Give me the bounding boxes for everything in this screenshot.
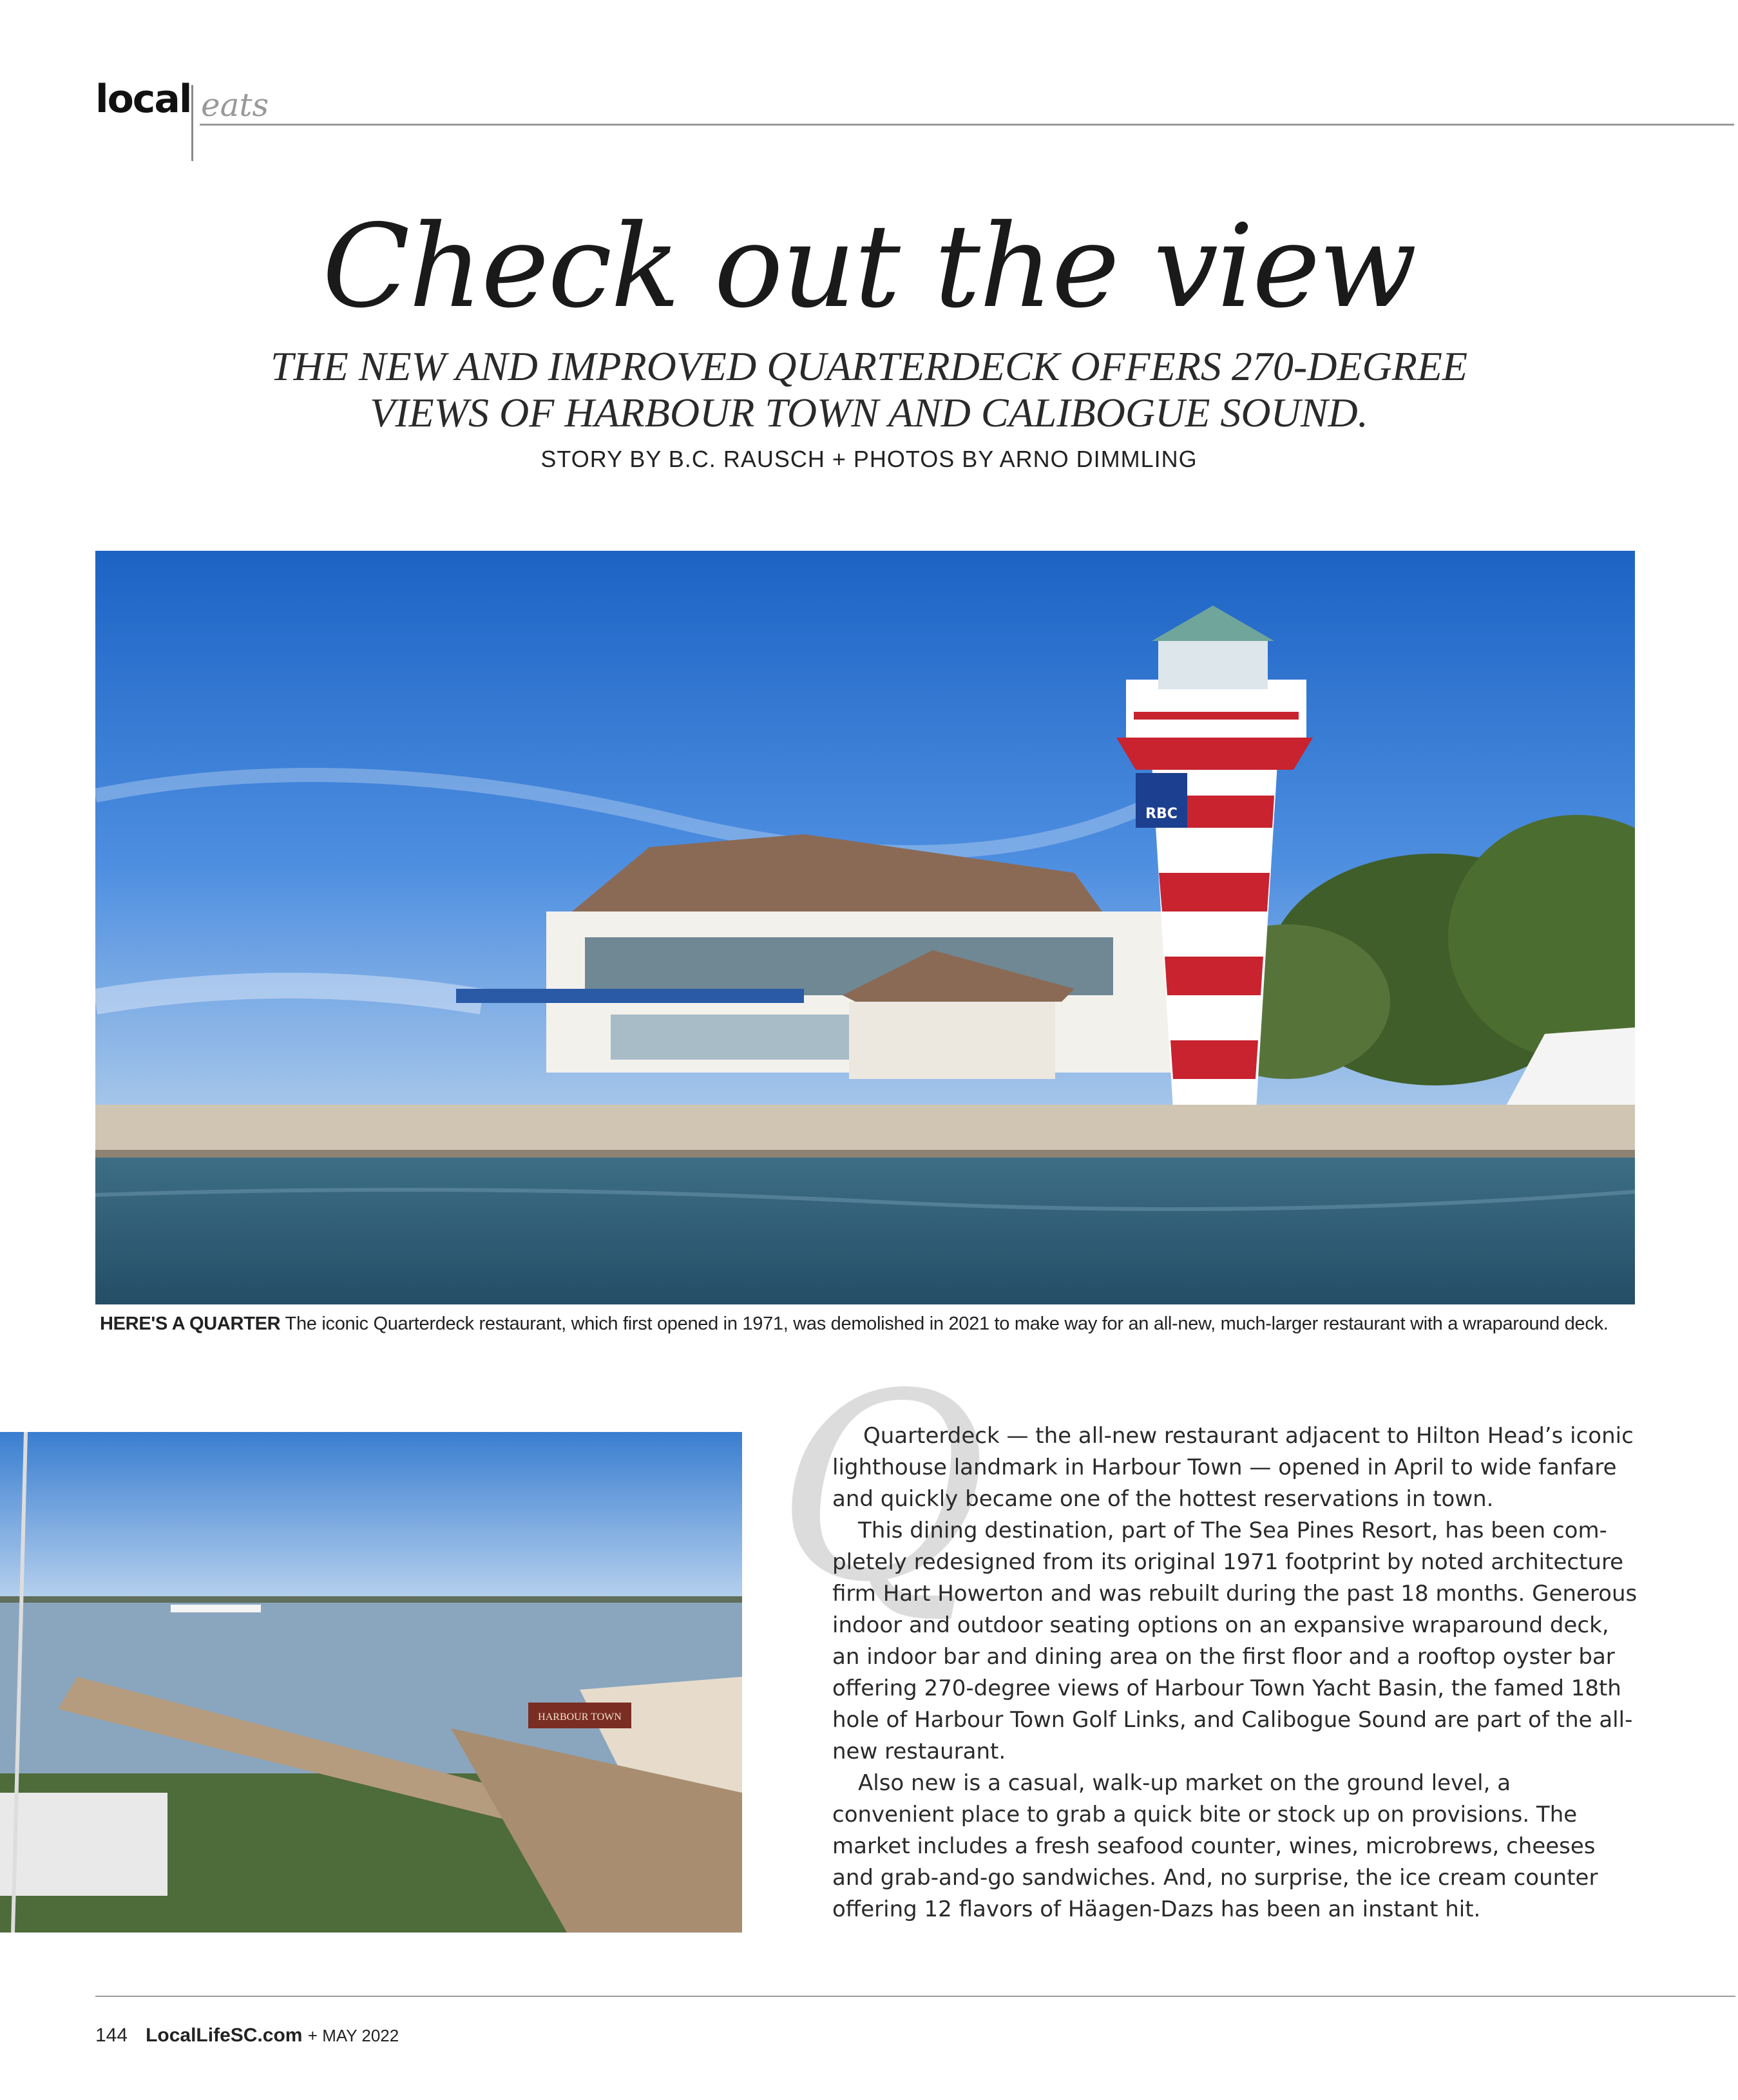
pier-photo [0,1432,742,1933]
harbour-town-sign: HARBOUR TOWN [538,1712,622,1723]
caption-lead: HERE'S A QUARTER [100,1313,281,1334]
subsection-label: eats [201,86,269,124]
paragraph-1: Quarterdeck — the all-new restaurant adjacent to Hilton Head’s iconic lighthouse landmark in Harbour Town — opened in April to wide fanfare and quickly became one of the hottest reservations in town. [832,1423,1634,1512]
rbc-logo: RBC [1145,806,1178,822]
photo-caption [100,1313,1646,1335]
main-photo-lighthouse-restaurant [95,551,1635,1304]
paragraph-3: Also new is a casual, walk-up market on the ground level, a convenient place to grab a quick bite or stock up on provisions. The market includes a fresh seafood counter, wines, microbrews, cheeses and grab-and-go sandwiches. And, no surprise, the ice cream counter offering 12 flavors of Häagen-Dazs has been an instant hit. [832,1770,1598,1922]
article-body [832,1420,1638,1925]
header-divider [191,85,193,161]
paragraph-2: This dining destination, part of The Sea Pines Resort, has been com-pletely redesigned from its original 1971 footprint by noted architecture firm Hart Howerton and was rebuilt during the past 18 months. Generous indoor and outdoor seating options on an expansive wraparound deck, an indoor bar and dining area on the first floor and a rooftop oyster bar offering 270-degree views of Harbour Town Yacht Basin, the famed 18th hole of Harbour Town Golf Links, and Calibogue Sound are part of the all-new restaurant. [832,1518,1638,1764]
section-label: local [95,77,191,122]
footer-site[interactable]: LocalLifeSC.com [146,2025,303,2046]
deck-line-2: VIEWS OF HARBOUR TOWN AND CALIBOGUE SOUND. [370,390,1368,435]
footer [95,2025,399,2047]
deck-line-1: THE NEW AND IMPROVED QUARTERDECK OFFERS 270-DEGREE [270,343,1468,389]
caption-text: The iconic Quarterdeck restaurant, which first opened in 1971, was demolished in 2021 to make way for an all-new, much-larger restaurant with a wraparound deck. [280,1313,1609,1334]
footer-rule [95,1996,1735,1997]
footer-date: + MAY 2022 [307,2026,399,2045]
header-rule [200,124,1734,126]
drop-cap: Q [776,1339,988,1639]
byline: STORY BY B.C. RAUSCH + PHOTOS BY ARNO DIMMLING [540,446,1198,472]
article-deck [0,343,1738,436]
article-title: Check out the view [322,200,1416,333]
page-number: 144 [95,2025,128,2046]
